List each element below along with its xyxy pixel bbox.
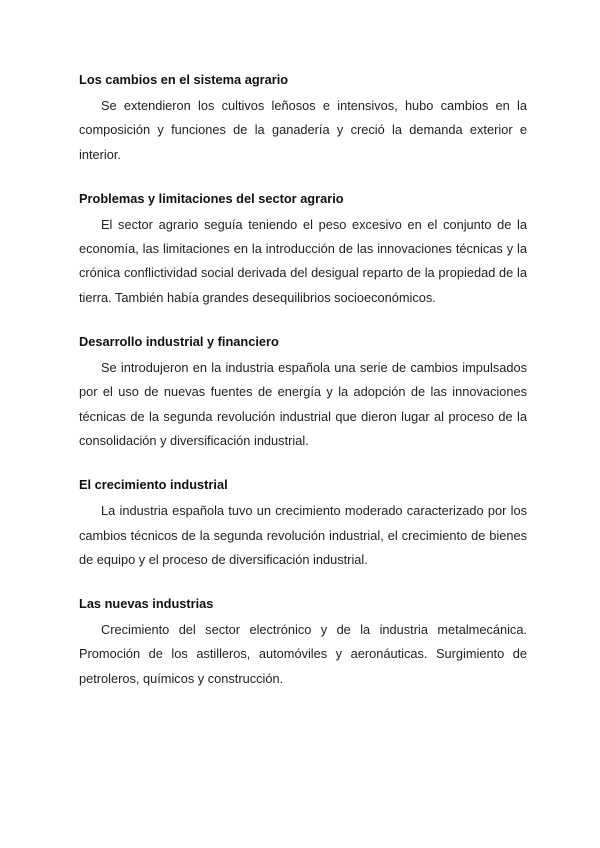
- section-heading: Problemas y limitaciones del sector agrario: [79, 190, 344, 206]
- section-heading: El crecimiento industrial: [79, 477, 228, 493]
- section-industrial-development: [79, 332, 527, 453]
- section-paragraph: Crecimiento del sector electrónico y de la industria metalmecánica. Promoción de los astilleros, automóviles y aeronáuticas. Surgimiento de petroleros, químicos y construcción.: [79, 622, 527, 686]
- section-heading: Las nuevas industrias: [79, 596, 214, 612]
- section-heading: Los cambios en el sistema agrario: [79, 72, 289, 87]
- document-body: [79, 70, 527, 713]
- section-new-industries: [79, 594, 527, 691]
- section-paragraph: El sector agrario seguía teniendo el peso excesivo en el conjunto de la economía, las limitaciones en la introducción de las innovaciones técnicas y la crónica conflictividad social derivada del desigual reparto de la propiedad de la tierra. También había grandes desequilibrios socioeconómicos.: [79, 216, 527, 305]
- section-industrial-growth: [79, 475, 527, 572]
- section-paragraph: Se introdujeron en la industria española una serie de cambios impulsados por el uso de nuevas fuentes de energía y la adopción de las innovaciones técnicas de la segunda revolución industrial que dieron lugar al proceso de la consolidación y diversificación industrial.: [79, 360, 527, 448]
- section-paragraph: Se extendieron los cultivos leñosos e intensivos, hubo cambios en la composición y funciones de la ganadería y creció la demanda exterior e interior.: [79, 98, 527, 162]
- section-paragraph: La industria española tuvo un crecimiento moderado caracterizado por los cambios técnicos de la segunda revolución industrial, el crecimiento de bienes de equipo y el proceso de diversificación industrial.: [79, 503, 527, 567]
- section-agrarian-changes: [79, 70, 527, 167]
- section-agrarian-problems: [79, 189, 527, 310]
- section-heading: Desarrollo industrial y financiero: [79, 334, 279, 350]
